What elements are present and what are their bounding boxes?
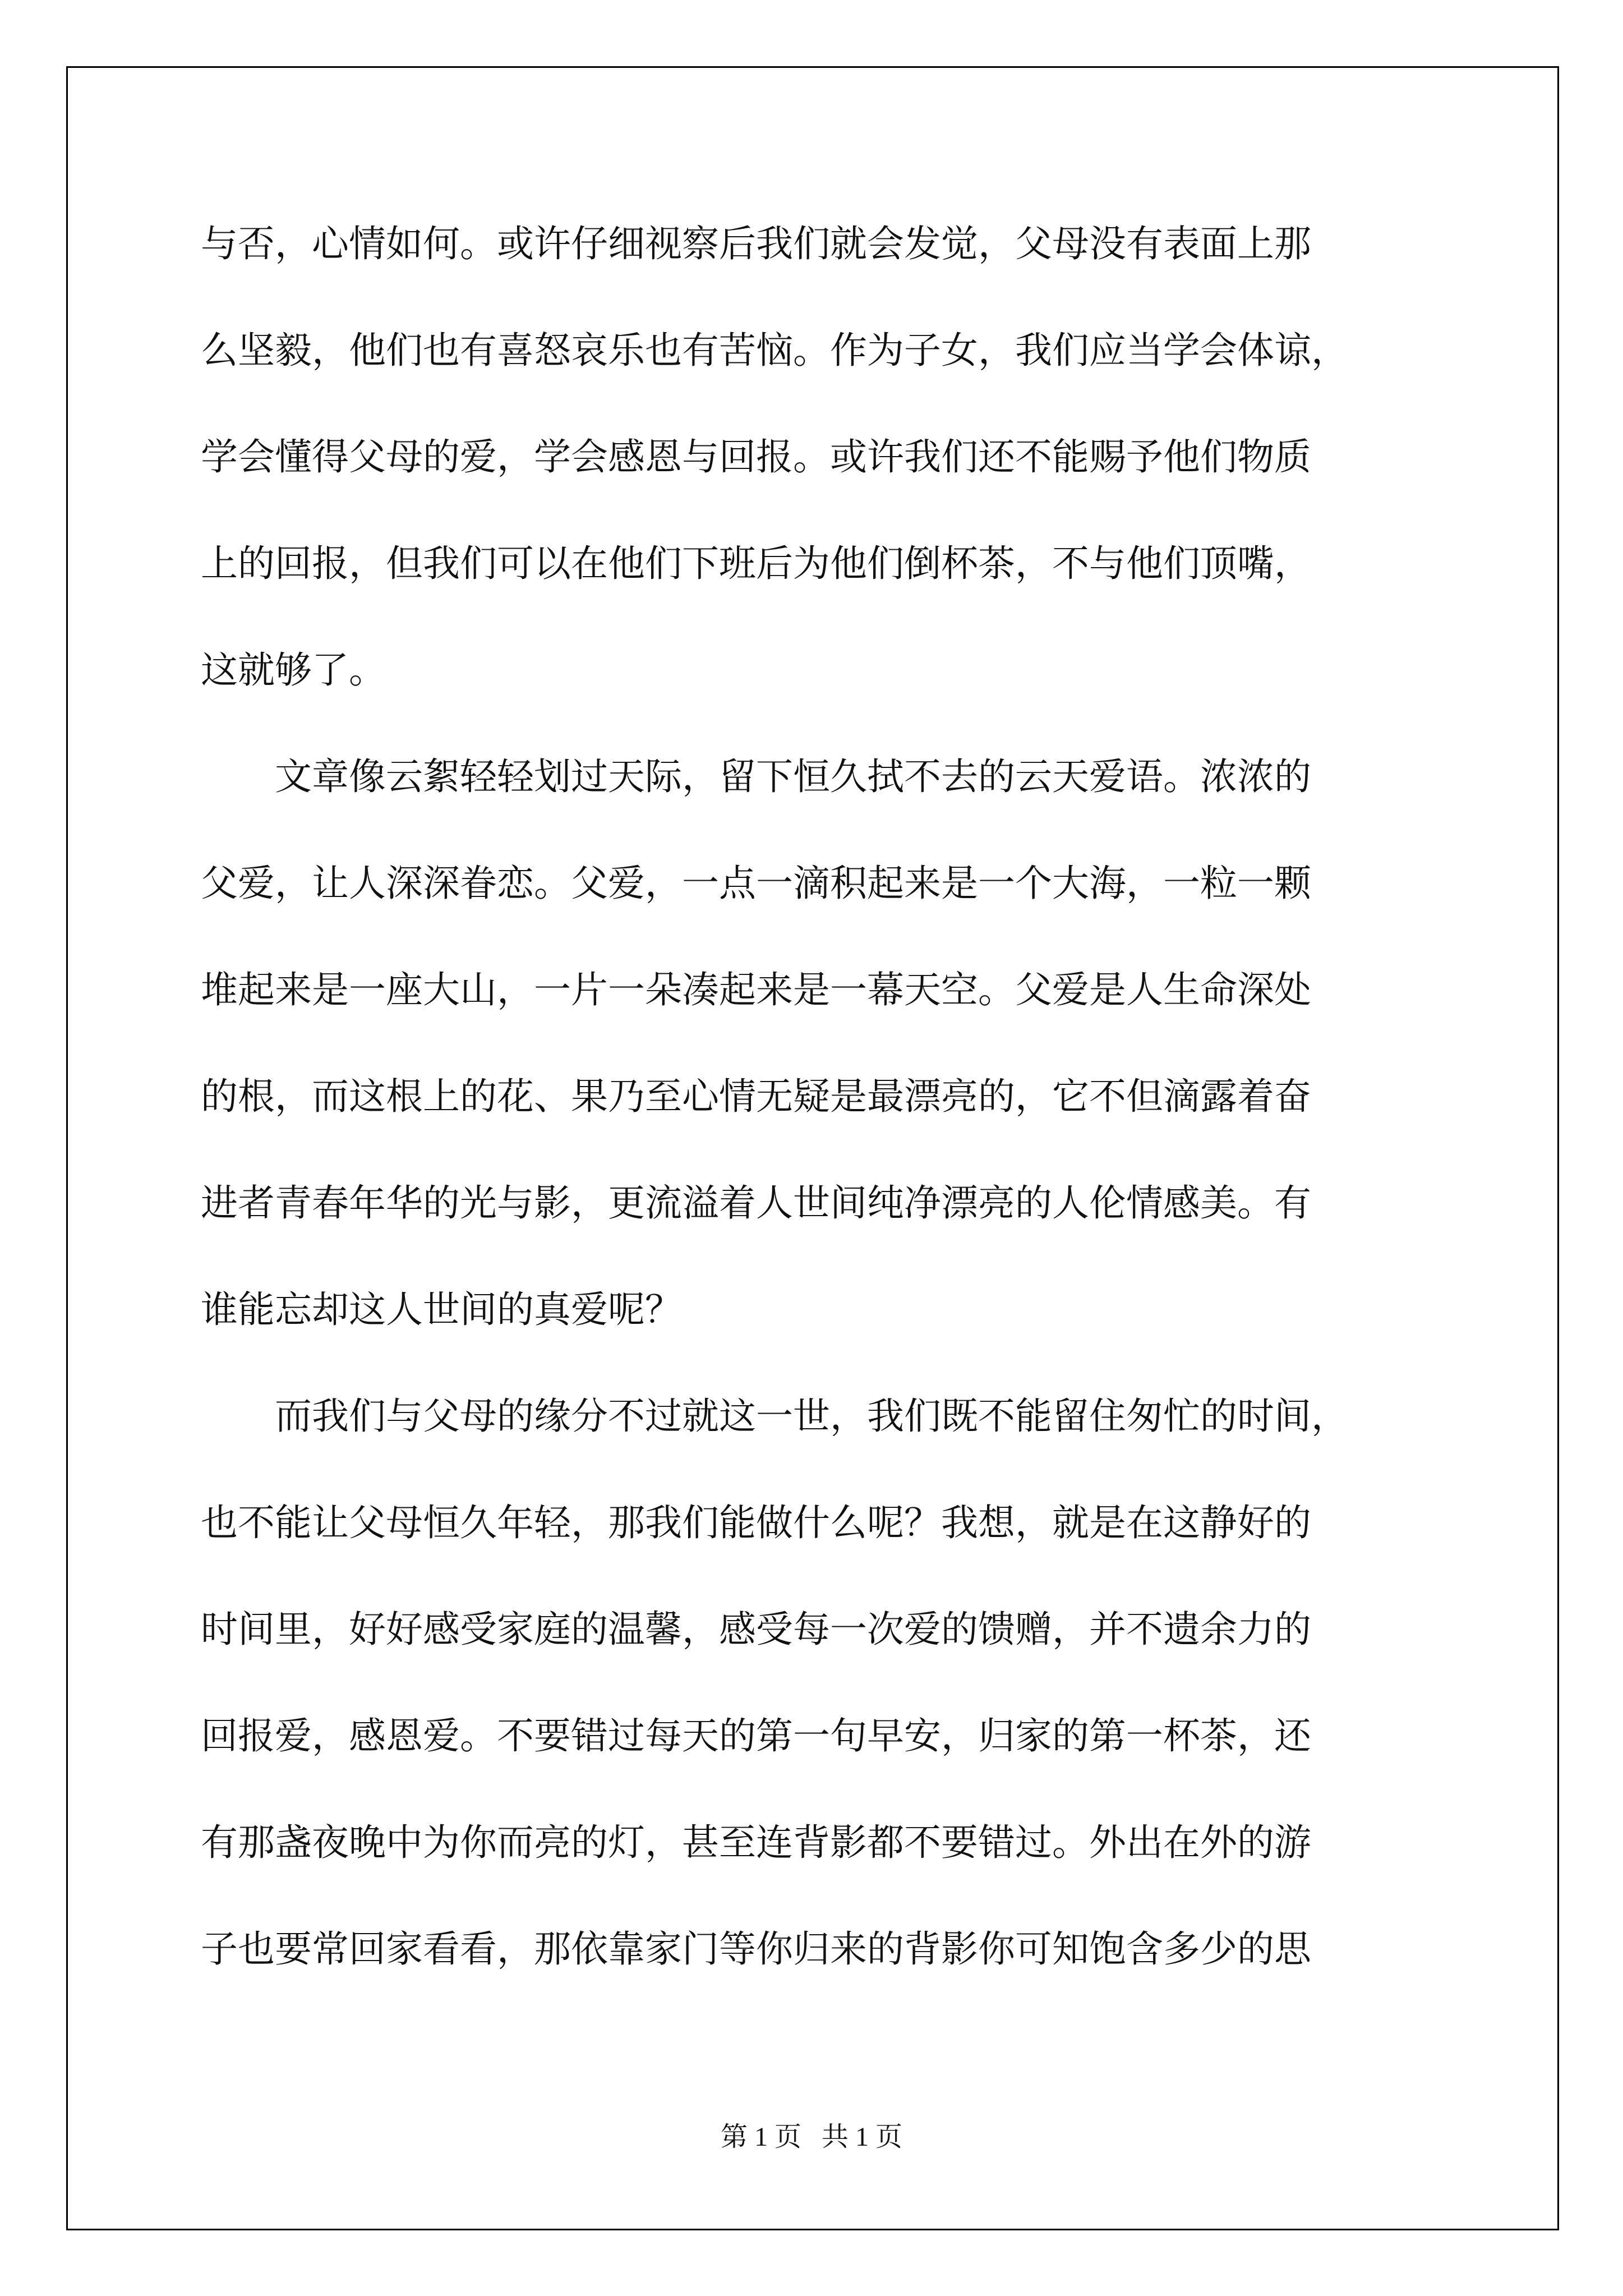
text-line: 这就够了。: [201, 648, 386, 692]
text-line: 而我们与父母的缘分不过就这一世，我们既不能留住匆忙的时间，: [201, 1395, 1348, 1438]
text-line: 有那盏夜晚中为你而亮的灯，甚至连背影都不要错过。外出在外的游: [201, 1821, 1311, 1864]
text-line: 回报爱，感恩爱。不要错过每天的第一句早安，归家的第一杯茶，还: [201, 1714, 1311, 1757]
text-line: 么坚毅，他们也有喜怒哀乐也有苦恼。作为子女，我们应当学会体谅，: [201, 329, 1348, 372]
text-line: 文章像云絮轻轻划过天际，留下恒久拭不去的云天爱语。浓浓的: [201, 755, 1311, 798]
text-line: 的根，而这根上的花、果乃至心情无疑是最漂亮的，它不但滴露着奋: [201, 1075, 1311, 1118]
text-line: 与否，心情如何。或许仔细视察后我们就会发觉，父母没有表面上那: [201, 222, 1311, 265]
page-border: [66, 66, 1559, 2230]
text-line: 父爱，让人深深眷恋。父爱，一点一滴积起来是一个大海，一粒一颗: [201, 862, 1311, 905]
text-line: 子也要常回家看看，那依靠家门等你归来的背影你可知饱含多少的思: [201, 1927, 1311, 1971]
text-line: 也不能让父母恒久年轻，那我们能做什么呢？我想，就是在这静好的: [201, 1501, 1311, 1544]
text-line: 堆起来是一座大山，一片一朵凑起来是一幕天空。父爱是人生命深处: [201, 968, 1311, 1011]
text-line: 上的回报，但我们可以在他们下班后为他们倒杯茶，不与他们顶嘴，: [201, 542, 1311, 585]
text-line: 谁能忘却这人世间的真爱呢？: [201, 1288, 682, 1331]
text-line: 进者青春年华的光与影，更流溢着人世间纯净漂亮的人伦情感美。有: [201, 1181, 1311, 1225]
page-number-footer: 第 1 页 共 1 页: [720, 2122, 902, 2152]
text-line: 时间里，好好感受家庭的温馨，感受每一次爱的馈赠，并不遗余力的: [201, 1608, 1311, 1651]
text-line: 学会懂得父母的爱，学会感恩与回报。或许我们还不能赐予他们物质: [201, 435, 1311, 478]
